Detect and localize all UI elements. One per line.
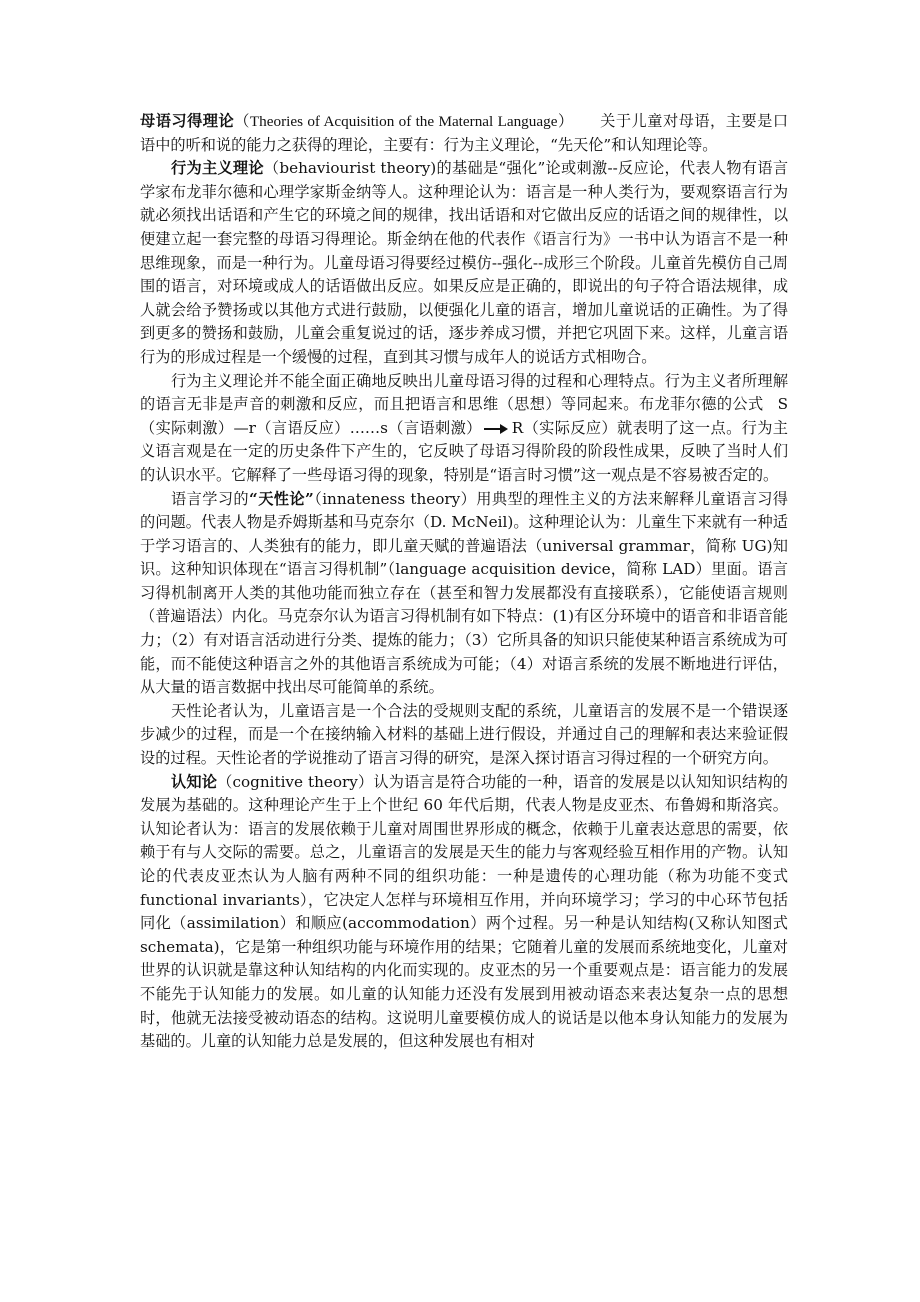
behaviourist-critique-paragraph (140, 370, 788, 488)
critique-text-after: 就表明了这一点。行为主义语言观是在一定的历史条件下产生的，它反映了母语习得阶段的阶段性成果，反映了当时人们的认识水平。它解释了一些母语习得的现象，特别是“语言时习惯”这一观点是不容易被否定的。 (140, 418, 788, 484)
formula-arrow-icon (484, 424, 508, 434)
formula-left: S（实际刺激）—r（言语反应）……s（言语刺激） (140, 395, 788, 437)
document-body (140, 110, 788, 1054)
cognitive-term: 认知论 (171, 772, 218, 791)
behaviourist-term: 行为主义理论 (171, 159, 264, 178)
intro-text: 关于儿童对母语，主要是口语中的听和说的能力之获得的理论，主要有：行为主义理论，“先天伦”和认知理论等。 (140, 112, 789, 154)
innateness-summary-paragraph (140, 700, 788, 771)
innateness-lead: 语言学习的 (171, 489, 250, 508)
innateness-summary-text: 天性论者认为，儿童语言是一个合法的受规则支配的系统，儿童语言的发展不是一个错误逐步减少的过程，而是一个在接纳输入材料的基础上进行假设，并通过自己的理解和表达来验证假设的过程。天性论者的学说推动了语言习得的研究，是深入探讨语言习得过程的一个研究方向。 (140, 701, 788, 768)
innateness-paragraph (140, 488, 788, 700)
critique-text-before: 行为主义理论并不能全面正确地反映出儿童母语习得的过程和心理特点。行为主义者所理解的语言无非是声音的刺激和反应，而且把语言和思维（思想）等同起来。布龙菲尔德的公式 (140, 371, 788, 414)
behaviourist-text: （behaviourist theory)的基础是“强化”论或刺激--反应论，代表人物有语言学家布龙菲尔德和心理学家斯金纳等人。这种理论认为：语言是一种人类行为，要观察语言行为就必须找出话语和产生它的环境之间的规律，找出话语和对它做出反应的话语之间的规律性，以便建立起一套完整的母语习得理论。斯金纳在他的代表作《语言行为》一书中认为语言不是一种思维现象，而是一种行为。儿童母语习得要经过模仿--强化--成形三个阶段。儿童首先模仿自己周围的语言，对环境或成人的话语做出反应。如果反应是正确的，即说出的句子符合语法规律，成人就会给予赞扬或以其他方式进行鼓励，以便强化儿童的语言，增加儿童说话的正确性。为了得到更多的赞扬和鼓励，儿童会重复说过的话，逐步养成习惯，并把它巩固下来。这样，儿童言语行为的形成过程是一个缓慢的过程，直到其习惯与成年人的说话方式相吻合。 (140, 159, 789, 366)
innateness-term: “天性论” (249, 489, 314, 508)
cognitive-text: （cognitive theory）认为语言是符合功能的一种，语音的发展是以认知知识结构的发展为基础的。这种理论产生于上个世纪 60 年代后期，代表人物是皮亚杰、布鲁姆和斯洛宾。认知论者认为：语言的发展依赖于儿童对周围世界形成的概念，依赖于儿童表达意思的需要，依赖于有与人交际的需要。总之，儿童语言的发展是天生的能力与客观经验互相作用的产物。认知论的代表皮亚杰认为人脑有两种不同的组织功能：一种是遗传的心理功能（称为功能不变式 functional invariants），它决定人怎样与环境相互作用，并向环境学习；学习的中心环节包括同化（assimilation）和顺应(accommodation）两个过程。另一种是认知结构(又称认知图式 schemata)，它是第一种组织功能与环境作用的结果；它随着儿童的发展而系统地变化，儿童对世界的认识就是靠这种认知结构的内化而实现的。皮亚杰的另一个重要观点是：语言能力的发展不能先于认知能力的发展。如儿童的认知能力还没有发展到用被动语态来表达复杂一点的思想时，他就无法接受被动语态的结构。这说明儿童要模仿成人的说话是以他本身认知能力的发展为基础的。儿童的认知能力总是发展的，但这种发展也有相对 (140, 772, 788, 1051)
formula-right: R（实际反应） (511, 418, 618, 437)
document-title-english: （Theories of Acquisition of the Maternal Language） (234, 113, 574, 130)
cognitive-paragraph (140, 771, 788, 1054)
document-title: 母语习得理论 (140, 112, 235, 130)
behaviourist-paragraph (140, 157, 788, 369)
intro-paragraph (140, 110, 788, 157)
innateness-text: （innateness theory）用典型的理性主义的方法来解释儿童语言习得的问题。代表人物是乔姆斯基和马克奈尔（D. McNeil)。这种理论认为：儿童生下来就有一种适于学习语言的、人类独有的能力，即儿童天赋的普遍语法（universal grammar，简称 UG)知识。这种知识体现在“语言习得机制”（language acquisition device，简称 LAD）里面。语言习得机制离开人类的其他功能而独立存在（甚至和智力发展都没有直接联系），它能使语言规则（普遍语法）内化。马克奈尔认为语言习得机制有如下特点：(1)有区分环境中的语音和非语音能力；（2）有对语言活动进行分类、提炼的能力；（3）它所具备的知识只能使某种语言系统成为可能，而不能使这种语言之外的其他语言系统成为可能；（4）对语言系统的发展不断地进行评估，从大量的语言数据中找出尽可能简单的系统。 (140, 489, 788, 697)
